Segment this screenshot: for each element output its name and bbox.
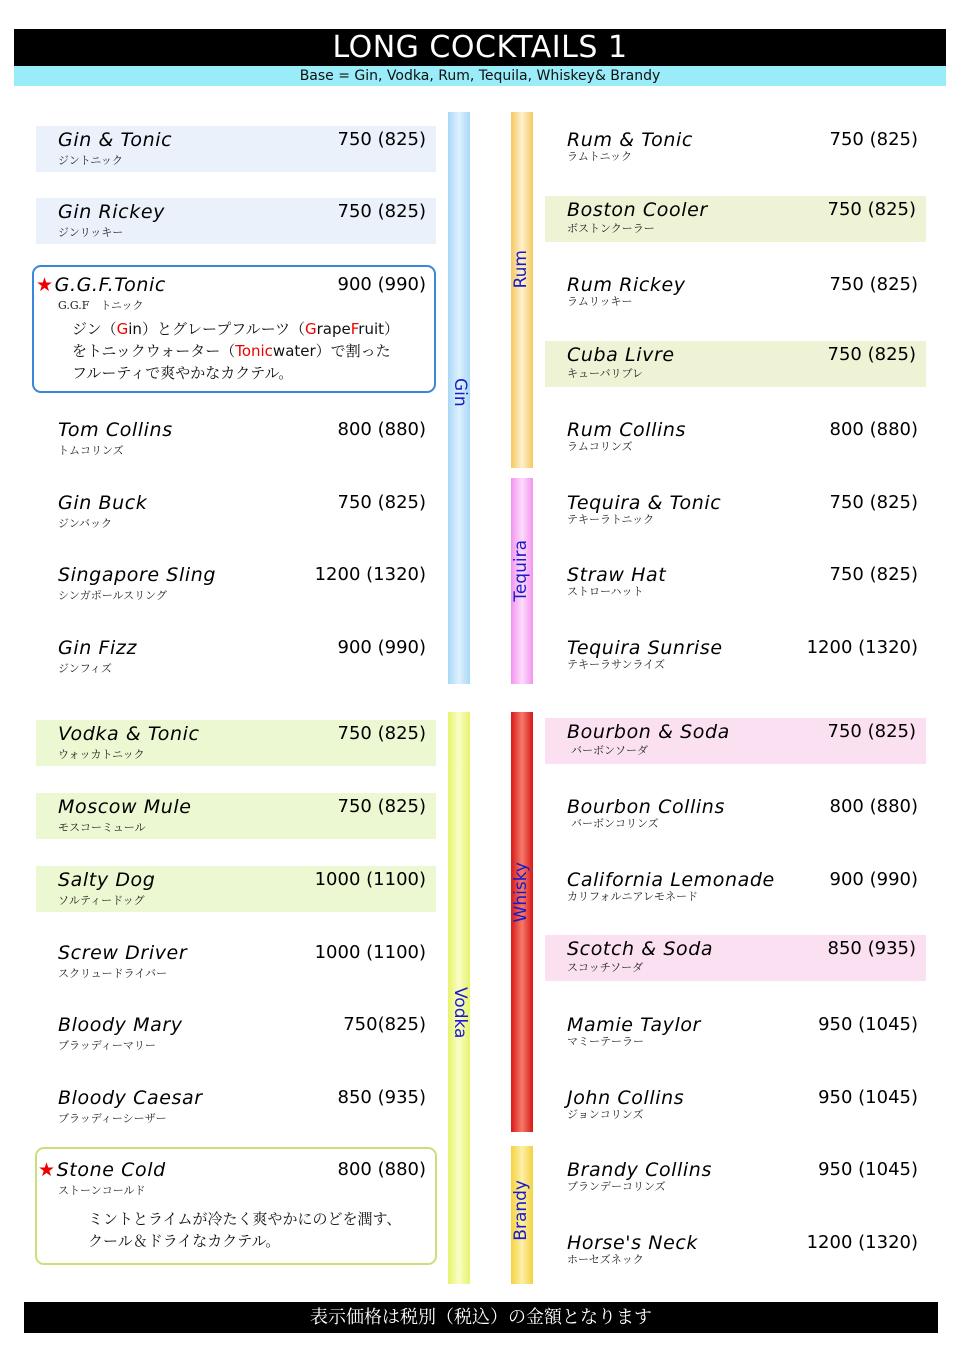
- item-name: Bloody Mary: [58, 1014, 183, 1036]
- item-name: Rum Rickey: [567, 274, 686, 296]
- item-kana: ボストンクーラー: [567, 222, 655, 235]
- item-price: 1200 (1320): [806, 1232, 918, 1253]
- item-name: Screw Driver: [58, 942, 188, 964]
- menu-item-brandy-collins: [545, 1156, 928, 1202]
- item-kana: ウォッカトニック: [58, 748, 145, 761]
- item-price: 750 (825): [337, 129, 426, 150]
- item-kana: スコッチソーダ: [567, 961, 644, 974]
- menu-item-straw-hat: [545, 561, 928, 607]
- item-price: 750 (825): [829, 492, 918, 513]
- item-price: 900 (990): [337, 637, 426, 658]
- whisky-label: Whisky: [511, 862, 531, 923]
- item-kana: バーボンソーダ: [571, 744, 648, 757]
- whisky-bar: [511, 712, 533, 1132]
- menu-item-ggf-tonic: [36, 271, 436, 317]
- item-kana: ブラッディーマリー: [58, 1039, 156, 1052]
- item-price: 900 (990): [829, 869, 918, 890]
- menu-item-scotch-soda: [545, 935, 926, 981]
- vodka-label: Vodka: [450, 987, 470, 1039]
- item-name: Horse's Neck: [567, 1232, 699, 1254]
- page-title: LONG COCKTAILS 1: [14, 29, 946, 66]
- item-name: Gin Rickey: [58, 201, 165, 223]
- brandy-label: Brandy: [511, 1180, 531, 1241]
- menu-item-gin-rickey: [36, 198, 436, 244]
- item-kana: スクリュードライバー: [58, 967, 168, 980]
- item-kana: キューバリブレ: [567, 367, 644, 380]
- item-price: 750 (825): [337, 723, 426, 744]
- item-name: Cuba Livre: [567, 344, 675, 366]
- menu-item-stone-cold: [36, 1156, 436, 1202]
- item-kana: ジンフィズ: [58, 662, 112, 675]
- menu-item-vodka-tonic: [36, 720, 436, 766]
- ggf-tonic-description: ジン（Gin）とグレープフルーツ（GrapeFruit） をトニックウォーター（Tonicwater）で割った フルーティで爽やかなカクテル。: [72, 320, 400, 382]
- item-price: 800 (880): [829, 419, 918, 440]
- item-name: Bourbon & Soda: [567, 721, 730, 743]
- item-kana: ラムコリンズ: [567, 440, 633, 453]
- item-name: California Lemonade: [567, 869, 775, 891]
- item-kana: シンガポールスリング: [58, 589, 167, 602]
- item-kana: ジンリッキー: [58, 226, 124, 239]
- item-name: Rum Collins: [567, 419, 687, 441]
- item-kana: ストーンコールド: [58, 1184, 146, 1197]
- item-kana: ジントニック: [58, 154, 123, 167]
- item-price: 850 (935): [337, 1087, 426, 1108]
- menu-item-gin-tonic: [36, 126, 436, 172]
- item-name: Moscow Mule: [58, 796, 192, 818]
- item-name: John Collins: [567, 1087, 685, 1109]
- menu-item-john-collins: [545, 1084, 928, 1130]
- item-kana: ラムトニック: [567, 150, 633, 163]
- item-name: ★G.G.F.Tonic: [36, 274, 166, 296]
- item-price: 750 (825): [827, 721, 916, 742]
- menu-item-boston-cooler: [545, 196, 926, 242]
- rum-bar: [511, 112, 533, 468]
- item-price: 750 (825): [829, 564, 918, 585]
- item-price: 1200 (1320): [806, 637, 918, 658]
- item-kana: ラムリッキー: [567, 295, 633, 308]
- rum-label: Rum: [511, 250, 531, 289]
- menu-item-moscow-mule: [36, 793, 436, 839]
- item-kana: ホーセズネック: [567, 1253, 644, 1266]
- star-icon: ★: [36, 274, 54, 296]
- item-price: 750 (825): [337, 796, 426, 817]
- menu-item-tequila-tonic: [545, 489, 928, 535]
- menu-item-salty-dog: [36, 866, 436, 912]
- tequila-label: Tequira: [511, 540, 531, 602]
- menu-item-rum-rickey: [545, 271, 928, 317]
- item-kana: バーボンコリンズ: [571, 817, 659, 830]
- item-name: Bloody Caesar: [58, 1087, 203, 1109]
- menu-item-bourbon-soda: [545, 718, 926, 764]
- item-price: 850 (935): [827, 938, 916, 959]
- item-price: 750 (825): [337, 201, 426, 222]
- stone-cold-description: ミントとライムが冷たく爽やかにのどを潤す、 クール＆ドライなカクテル。: [88, 1210, 402, 1250]
- item-price: 1000 (1100): [314, 942, 426, 963]
- item-name: Brandy Collins: [567, 1159, 712, 1181]
- item-kana: カリフォルニアレモネード: [567, 890, 699, 903]
- item-name: Singapore Sling: [58, 564, 217, 586]
- item-price: 800 (880): [337, 1159, 426, 1180]
- item-price: 950 (1045): [818, 1014, 918, 1035]
- item-price: 750(825): [343, 1014, 426, 1035]
- menu-item-singapore-sling: [36, 561, 436, 607]
- menu-item-bourbon-collins: [545, 793, 928, 839]
- menu-item-rum-tonic: [545, 126, 928, 172]
- item-name: Salty Dog: [58, 869, 156, 891]
- item-name: Tom Collins: [58, 419, 173, 441]
- item-price: 1000 (1100): [314, 869, 426, 890]
- menu-item-screw-driver: [36, 939, 436, 985]
- item-kana: ジンバック: [58, 517, 112, 530]
- item-kana: G.G.F トニック: [58, 299, 144, 312]
- item-name: Gin Fizz: [58, 637, 138, 659]
- gin-label: Gin: [450, 378, 470, 407]
- item-kana: ジョンコリンズ: [567, 1108, 644, 1121]
- item-kana: ブラッディーシーザー: [58, 1112, 167, 1125]
- tequila-bar: [511, 478, 533, 684]
- item-name: Scotch & Soda: [567, 938, 714, 960]
- menu-item-horses-neck: [545, 1229, 928, 1275]
- tax-note: 表示価格は税別（税込）の金額となります: [24, 1302, 938, 1333]
- item-name: Vodka & Tonic: [58, 723, 200, 745]
- item-price: 750 (825): [829, 129, 918, 150]
- menu-item-rum-collins: [545, 416, 928, 462]
- item-name: ★Stone Cold: [38, 1159, 166, 1181]
- menu-item-mamie-taylor: [545, 1011, 928, 1057]
- base-spirits-line: Base = Gin, Vodka, Rum, Tequila, Whiskey& Brandy: [14, 66, 946, 86]
- item-price: 750 (825): [337, 492, 426, 513]
- item-price: 1200 (1320): [314, 564, 426, 585]
- menu-item-gin-buck: [36, 489, 436, 535]
- item-name: Bourbon Collins: [567, 796, 725, 818]
- brandy-bar: [511, 1146, 533, 1284]
- item-kana: ブランデーコリンズ: [567, 1180, 666, 1193]
- item-name: Gin & Tonic: [58, 129, 173, 151]
- item-name: Mamie Taylor: [567, 1014, 701, 1036]
- item-name: Gin Buck: [58, 492, 148, 514]
- item-price: 750 (825): [827, 344, 916, 365]
- item-price: 950 (1045): [818, 1087, 918, 1108]
- item-name: Rum & Tonic: [567, 129, 693, 151]
- menu-item-tequila-sunrise: [545, 634, 928, 680]
- menu-item-bloody-caesar: [36, 1084, 436, 1130]
- gin-bar: [448, 112, 470, 684]
- item-price: 950 (1045): [818, 1159, 918, 1180]
- menu-item-california-lemonade: [545, 866, 928, 912]
- item-kana: テキーラサンライズ: [567, 658, 666, 671]
- item-price: 800 (880): [337, 419, 426, 440]
- item-name: Boston Cooler: [567, 199, 708, 221]
- item-kana: テキーラトニック: [567, 513, 655, 526]
- item-name: Tequira & Tonic: [567, 492, 722, 514]
- item-kana: トムコリンズ: [58, 444, 124, 457]
- menu-item-bloody-mary: [36, 1011, 436, 1057]
- item-kana: ソルティードッグ: [58, 894, 145, 907]
- item-kana: モスコーミュール: [58, 821, 146, 834]
- menu-item-cuba-livre: [545, 341, 926, 387]
- star-icon: ★: [38, 1159, 56, 1181]
- menu-item-tom-collins: [36, 416, 436, 462]
- item-price: 900 (990): [337, 274, 426, 295]
- menu-item-gin-fizz: [36, 634, 436, 680]
- item-kana: ストローハット: [567, 585, 644, 598]
- item-price: 800 (880): [829, 796, 918, 817]
- item-price: 750 (825): [827, 199, 916, 220]
- item-name: Straw Hat: [567, 564, 667, 586]
- item-kana: マミーテーラー: [567, 1035, 644, 1048]
- item-price: 750 (825): [829, 274, 918, 295]
- vodka-bar: [448, 712, 470, 1284]
- item-name: Tequira Sunrise: [567, 637, 723, 659]
